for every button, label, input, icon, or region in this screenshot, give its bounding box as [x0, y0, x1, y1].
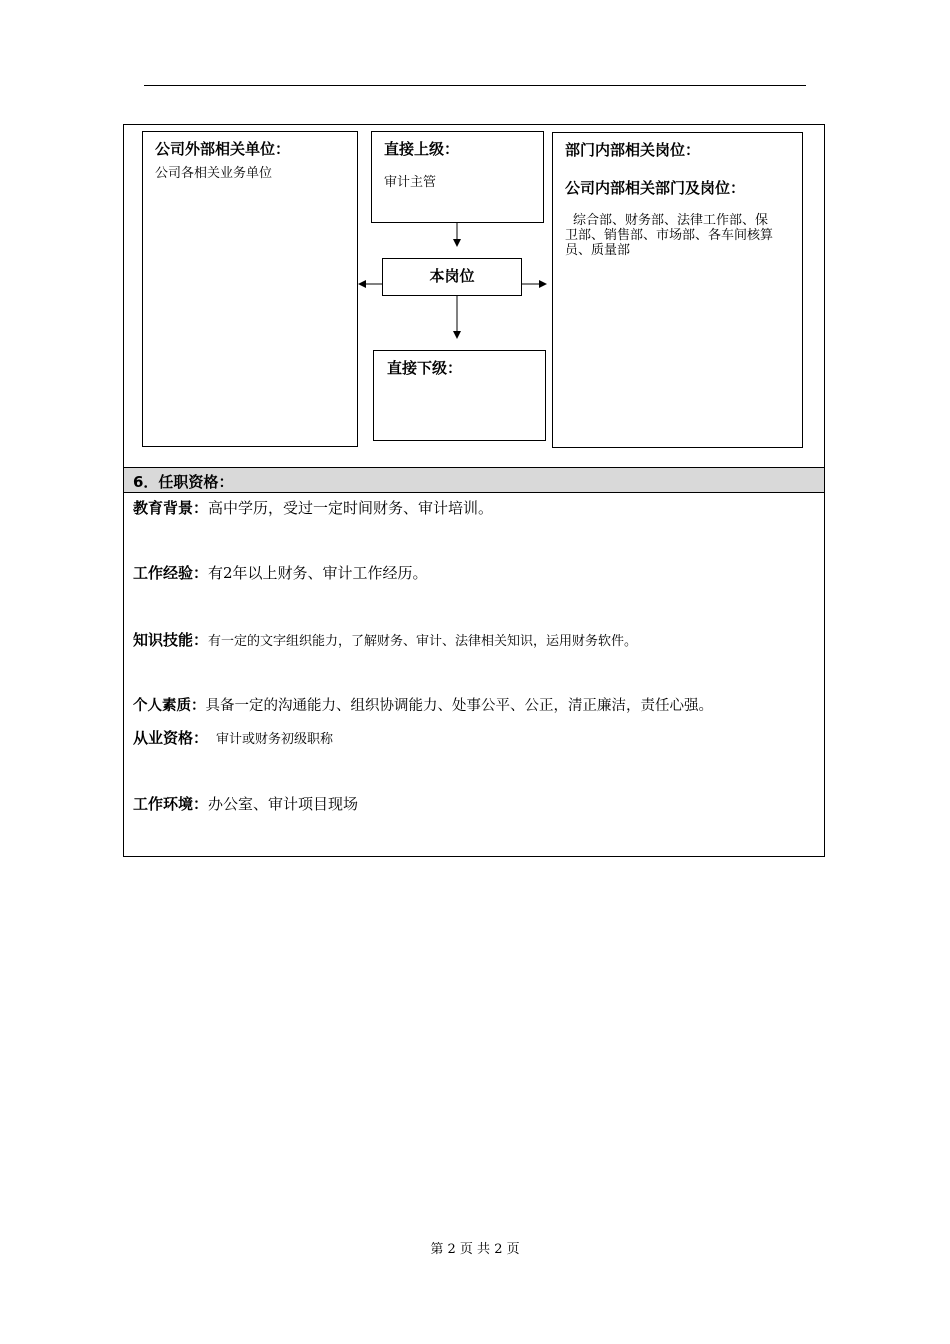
current-position-title: 本岗位	[429, 267, 475, 285]
page-footer: 第 2 页 共 2 页	[430, 1242, 520, 1257]
qualification-label: 工作环境：	[133, 795, 209, 813]
section-qualifications-header	[123, 467, 825, 493]
qualification-row-education	[133, 497, 493, 518]
qualification-value: 高中学历，受过一定时间财务、审计培训。	[208, 499, 494, 517]
qualification-label: 工作经验：	[133, 564, 209, 582]
qualification-label: 教育背景：	[133, 499, 209, 517]
qualification-label: 知识技能：	[133, 631, 209, 649]
qualification-row-experience	[133, 562, 428, 583]
external-units-title: 公司外部相关单位：	[155, 140, 291, 158]
internal-departments-line: 卫部、销售部、市场部、各车间核算	[565, 228, 774, 243]
internal-departments-title: 公司内部相关部门及岗位：	[565, 179, 746, 197]
internal-departments-line: 综合部、财务部、法律工作部、保	[573, 213, 769, 228]
internal-departments-line: 员、质量部	[565, 243, 631, 258]
direct-superior-content: 审计主管	[384, 175, 437, 190]
qualification-row-certification	[133, 727, 333, 748]
qualification-row-environment	[133, 793, 358, 814]
direct-subordinate-title: 直接下级：	[387, 359, 463, 377]
qualification-value: 具备一定的沟通能力、组织协调能力、处事公平、公正，清正廉洁，责任心强。	[205, 698, 713, 714]
qualification-row-skills	[133, 629, 637, 650]
direct-superior-title: 直接上级：	[384, 140, 460, 158]
qualification-value: 有2年以上财务、审计工作经历。	[208, 564, 428, 582]
qualification-label: 个人素质：	[133, 698, 206, 714]
section-qualifications-title: 6．任职资格：	[133, 473, 234, 491]
qualification-value: 办公室、审计项目现场	[208, 795, 359, 813]
qualification-value: 有一定的文字组织能力，了解财务、审计、法律相关知识，运用财务软件。	[208, 634, 638, 649]
qualification-label: 从业资格：	[133, 729, 209, 747]
external-units-content: 公司各相关业务单位	[155, 166, 273, 181]
internal-positions-title: 部门内部相关岗位：	[565, 141, 701, 159]
qualification-value: 审计或财务初级职称	[216, 732, 334, 747]
qualification-row-personal	[133, 694, 713, 715]
